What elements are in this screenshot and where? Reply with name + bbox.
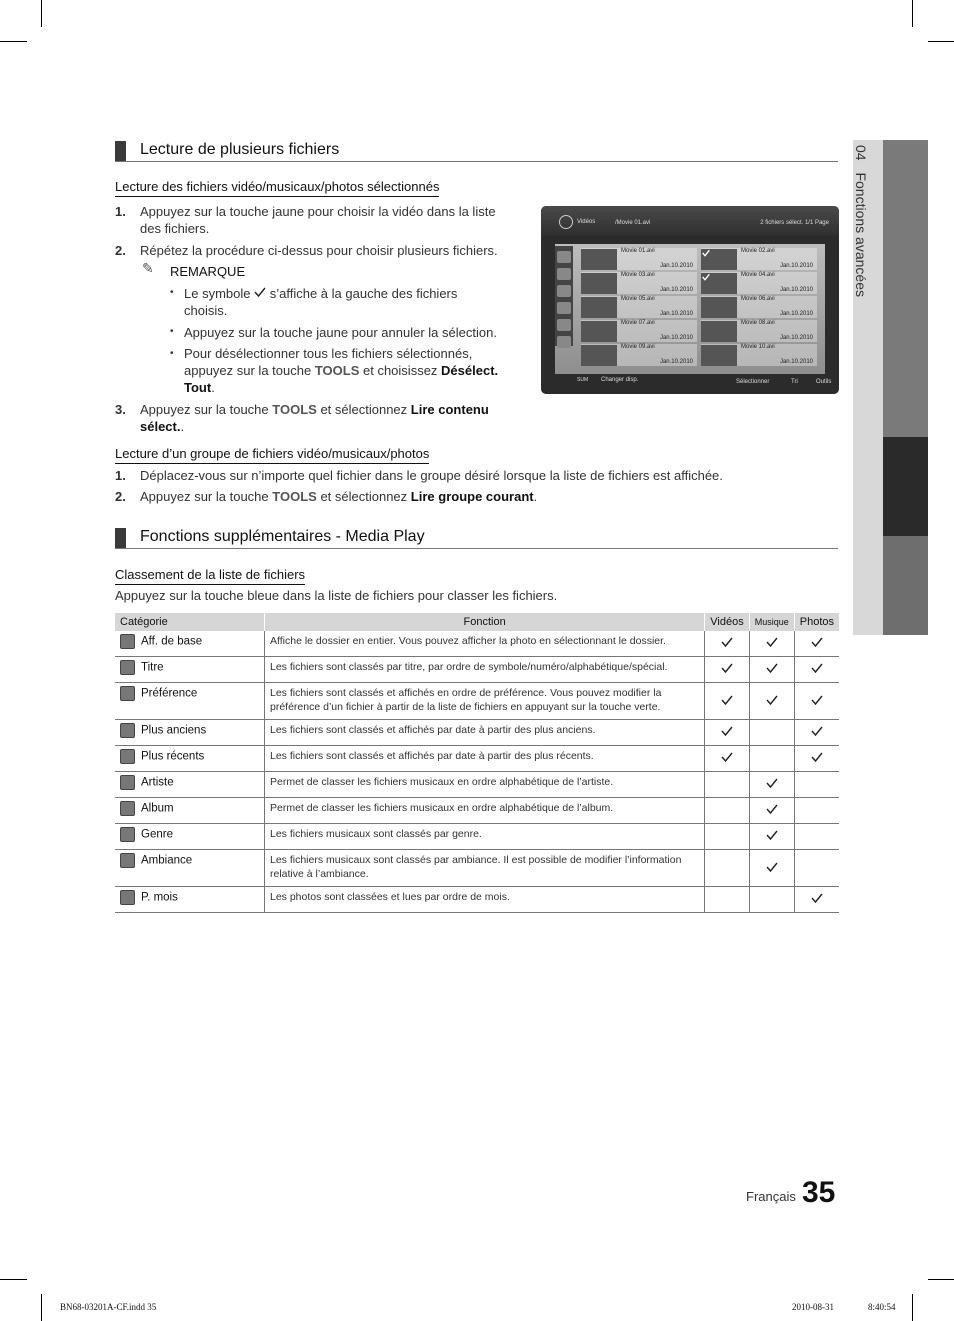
step-text: Appuyez sur la touche jaune pour choisir la vidéo dans la liste des fichiers. — [140, 204, 496, 236]
tv-file-item — [701, 248, 817, 270]
video-thumbnail — [581, 273, 617, 294]
video-thumbnail — [701, 345, 737, 366]
folder-icon — [120, 634, 135, 649]
function-text: Permet de classer les fichiers musicaux en ordre alphabétique de l’album. — [265, 798, 705, 824]
music-cell — [749, 798, 794, 824]
footer-time: 8:40:54 — [868, 1302, 896, 1312]
tv-file-date: Jan.10.2010 — [659, 263, 693, 269]
music-cell — [749, 657, 794, 683]
checkmark-icon — [811, 725, 823, 737]
music-cell — [749, 683, 794, 720]
checkmark-icon — [766, 829, 778, 841]
photos-cell — [794, 720, 839, 746]
tv-file-item — [581, 296, 697, 318]
table-row — [115, 746, 839, 772]
photos-cell — [794, 824, 839, 850]
bullet-text-part: . — [211, 380, 215, 395]
photos-cell — [794, 657, 839, 683]
photos-cell — [794, 631, 839, 657]
photos-cell — [794, 850, 839, 887]
tv-file-name: Movie 02.avi — [741, 248, 775, 254]
header-function: Fonction — [265, 613, 705, 631]
tv-file-date: Jan.10.2010 — [779, 263, 813, 269]
music-cell — [749, 746, 794, 772]
photos-cell — [794, 887, 839, 913]
music-cell — [749, 887, 794, 913]
checkmark-icon — [811, 892, 823, 904]
tv-file-item — [701, 296, 817, 318]
tv-header-title: Vidéos — [577, 219, 596, 225]
tv-file-item — [581, 272, 697, 294]
checkmark-icon — [766, 636, 778, 648]
videos-cell — [705, 720, 749, 746]
photos-cell — [794, 772, 839, 798]
video-thumbnail — [701, 297, 737, 318]
tv-footer-sum: SUM — [577, 377, 589, 383]
category-label: Genre — [141, 828, 173, 841]
tv-file-name: Movie 05.avi — [621, 296, 655, 302]
checkmark-icon — [721, 751, 733, 763]
crop-mark — [912, 1294, 913, 1321]
subheading-selected: Lecture des fichiers vidéo/musicaux/photos sélectionnés — [115, 179, 439, 197]
section-bar — [115, 528, 126, 548]
chapter-title: Fonctions avancées — [853, 172, 869, 297]
function-text: Les fichiers sont classés par titre, par ordre de symbole/numéro/alphabétique/spécial. — [265, 657, 705, 683]
chapter-tab-block — [883, 140, 928, 437]
calendar-new-icon — [120, 749, 135, 764]
tv-file-date: Jan.10.2010 — [659, 359, 693, 365]
step-number: 2. — [115, 489, 126, 504]
tv-file-date: Jan.10.2010 — [779, 335, 813, 341]
music-cell — [749, 772, 794, 798]
pencil-note-icon: ✎ — [142, 260, 154, 276]
section-title-multiple — [115, 141, 838, 162]
menu-option: Désélect. Tout — [184, 363, 499, 395]
intro-text: Appuyez sur la touche bleue dans la liste de fichiers pour classer les fichiers. — [115, 588, 558, 603]
header-videos: Vidéos — [705, 613, 749, 631]
genre-icon — [120, 827, 135, 842]
category-label: Aff. de base — [141, 635, 203, 648]
tv-checkmark-icon — [701, 249, 711, 257]
step-text-part: et sélectionnez — [320, 402, 408, 417]
category-label: Préférence — [141, 687, 198, 700]
videos-cell — [705, 798, 749, 824]
checkmark-icon — [721, 725, 733, 737]
checkmark-icon — [811, 694, 823, 706]
star-icon — [120, 686, 135, 701]
note-label: REMARQUE — [170, 264, 246, 279]
checkmark-icon — [721, 694, 733, 706]
footer-date: 2010-08-31 — [792, 1302, 834, 1312]
video-thumbnail — [701, 321, 737, 342]
sort-table — [115, 613, 839, 913]
checkmark-icon — [766, 777, 778, 789]
menu-option: Lire groupe courant — [410, 489, 534, 504]
bullet-text — [184, 285, 504, 319]
checkmark-icon — [766, 694, 778, 706]
step-text — [140, 488, 740, 505]
table-row — [115, 850, 839, 887]
category-label: Plus récents — [141, 750, 205, 763]
bullet: • — [170, 326, 174, 337]
function-text: Affiche le dossier en entier. Vous pouvez afficher la photo en sélectionnant le dossier. — [265, 631, 705, 657]
checkmark-icon — [811, 662, 823, 674]
crop-mark — [0, 1279, 27, 1280]
videos-cell — [705, 772, 749, 798]
category-label: Album — [141, 802, 174, 815]
table-row — [115, 887, 839, 913]
table-row — [115, 798, 839, 824]
function-text: Les fichiers sont classés et affichés par date à partir des plus anciens. — [265, 720, 705, 746]
step-number: 2. — [115, 243, 126, 258]
category-label: Titre — [141, 661, 164, 674]
film-icon — [559, 215, 573, 229]
tv-file-name: Movie 04.avi — [741, 272, 775, 278]
tools-key: TOOLS — [272, 489, 317, 504]
table-row — [115, 631, 839, 657]
footer-language: Français — [746, 1189, 796, 1204]
step-number: 3. — [115, 402, 126, 417]
tv-file-name: Movie 03.avi — [621, 272, 655, 278]
calendar-old-icon — [120, 723, 135, 738]
header-category: Catégorie — [115, 613, 265, 631]
videos-cell — [705, 887, 749, 913]
tv-footer-tools: Outils — [816, 379, 832, 385]
footer-file: BN68-03201A-CF.indd 35 — [60, 1302, 157, 1312]
menu-option: Lire contenu sélect. — [140, 402, 489, 434]
category-label: P. mois — [141, 891, 178, 904]
function-text: Permet de classer les fichiers musicaux en ordre alphabétique de l’artiste. — [265, 772, 705, 798]
subheading-group: Lecture d’un groupe de fichiers vidéo/musicaux/photos — [115, 446, 429, 464]
tv-file-date: Jan.10.2010 — [659, 335, 693, 341]
checkmark-icon — [254, 286, 266, 298]
crop-mark — [928, 41, 954, 42]
chapter-tab-block — [883, 536, 928, 635]
artist-icon — [120, 775, 135, 790]
checkmark-icon — [721, 662, 733, 674]
header-music: Musique — [749, 613, 794, 631]
videos-cell — [705, 824, 749, 850]
tools-key: TOOLS — [272, 402, 317, 417]
bullet-text-part: et choisissez — [363, 363, 438, 378]
music-cell — [749, 631, 794, 657]
chapter-label — [853, 145, 869, 297]
bullet-text — [184, 345, 509, 396]
music-cell — [749, 824, 794, 850]
tv-file-name: Movie 01.avi — [621, 248, 655, 254]
video-thumbnail — [581, 321, 617, 342]
videos-cell — [705, 850, 749, 887]
checkmark-icon — [766, 662, 778, 674]
step-text-part: Appuyez sur la touche — [140, 489, 269, 504]
chapter-tab-active — [883, 437, 928, 536]
bullet-text-part: Pour désélectionner tous les fichiers sélectionnés, appuyez sur la touche — [184, 346, 473, 378]
tv-file-item — [581, 320, 697, 342]
video-thumbnail — [581, 249, 617, 270]
function-text: Les photos sont classées et lues par ordre de mois. — [265, 887, 705, 913]
tv-file-item — [701, 320, 817, 342]
table-row — [115, 720, 839, 746]
section-bar — [115, 141, 126, 161]
bullet-text-part: s’affiche à la gauche des fichiers choisis. — [184, 286, 458, 318]
section-title-text: Lecture de plusieurs fichiers — [140, 141, 340, 158]
tv-checkmark-icon — [701, 273, 711, 281]
function-text: Les fichiers sont classés et affichés par date à partir des plus récents. — [265, 746, 705, 772]
crop-mark — [912, 0, 913, 27]
crop-mark — [41, 1294, 42, 1321]
chapter-number: 04 — [853, 145, 869, 161]
photos-cell — [794, 746, 839, 772]
step-text-part: et sélectionnez — [320, 489, 408, 504]
bullet-text-part: Le symbole — [184, 286, 251, 301]
bullet: • — [170, 287, 174, 298]
tv-footer-d: Tri — [791, 379, 798, 385]
tv-file-item — [581, 248, 697, 270]
table-header-row — [115, 613, 839, 631]
bullet: • — [170, 348, 174, 359]
tools-key: TOOLS — [314, 363, 360, 378]
category-label: Artiste — [141, 776, 174, 789]
function-text: Les fichiers sont classés et affichés en ordre de préférence. Vous pouvez modifier la préférence d’un fichier à partir de la liste de fichiers en appuyant sur la touche verte. — [265, 683, 705, 720]
step-text: Répétez la procédure ci-dessus pour choisir plusieurs fichiers. — [140, 243, 498, 258]
table-row — [115, 657, 839, 683]
tv-file-name: Movie 06.avi — [741, 296, 775, 302]
step-text-part: Appuyez sur la touche — [140, 402, 269, 417]
video-thumbnail — [581, 345, 617, 366]
tv-file-date: Jan.10.2010 — [779, 287, 813, 293]
table-row — [115, 824, 839, 850]
photos-cell — [794, 683, 839, 720]
step-text: Déplacez-vous sur n’importe quel fichier dans le groupe désiré lorsque la liste de fichiers est affichée. — [140, 468, 723, 483]
mood-icon — [120, 853, 135, 868]
tv-screenshot — [541, 206, 839, 394]
function-text: Les fichiers musicaux sont classés par genre. — [265, 824, 705, 850]
crop-mark — [928, 1279, 954, 1280]
subheading-sort: Classement de la liste de fichiers — [115, 567, 305, 585]
crop-mark — [0, 41, 27, 42]
step-text-part: . — [533, 489, 538, 504]
videos-cell — [705, 746, 749, 772]
title-sort-icon — [120, 660, 135, 675]
tv-header-status: 2 fichiers sélect. 1/1 Page — [760, 220, 829, 226]
month-icon — [120, 890, 135, 905]
tv-file-item — [581, 344, 697, 366]
page-number: 35 — [802, 1176, 836, 1209]
step-number: 1. — [115, 204, 126, 219]
section-title-text: Fonctions supplémentaires - Media Play — [140, 528, 425, 545]
bullet-text: Appuyez sur la touche jaune pour annuler la sélection. — [184, 325, 497, 340]
tv-sort-sidebar — [555, 246, 573, 346]
header-photos: Photos — [794, 613, 839, 631]
tv-file-name: Movie 07.avi — [621, 320, 655, 326]
tv-file-name: Movie 08.avi — [741, 320, 775, 326]
tv-file-date: Jan.10.2010 — [659, 311, 693, 317]
step-text-part: . — [180, 419, 185, 434]
album-icon — [120, 801, 135, 816]
videos-cell — [705, 657, 749, 683]
tv-file-item — [701, 272, 817, 294]
category-label: Ambiance — [141, 854, 193, 867]
checkmark-icon — [811, 751, 823, 763]
category-label: Plus anciens — [141, 724, 207, 737]
photos-cell — [794, 798, 839, 824]
tv-file-date: Jan.10.2010 — [659, 287, 693, 293]
checkmark-icon — [766, 861, 778, 873]
section-title-media-play — [115, 528, 838, 549]
step-number: 1. — [115, 468, 126, 483]
step-text — [140, 401, 500, 435]
checkmark-icon — [721, 636, 733, 648]
function-text: Les fichiers musicaux sont classés par ambiance. Il est possible de modifier l’information relative à l’ambiance. — [265, 850, 705, 887]
tv-file-date: Jan.10.2010 — [779, 359, 813, 365]
videos-cell — [705, 631, 749, 657]
checkmark-icon — [811, 636, 823, 648]
crop-mark — [41, 0, 42, 27]
tv-file-date: Jan.10.2010 — [779, 311, 813, 317]
videos-cell — [705, 683, 749, 720]
checkmark-icon — [766, 803, 778, 815]
tv-file-name: Movie 10.avi — [741, 344, 775, 350]
tv-file-item — [701, 344, 817, 366]
tv-header-path: /Movie 01.avi — [615, 220, 651, 226]
music-cell — [749, 720, 794, 746]
tv-footer-c: Sélectionner — [736, 379, 770, 385]
table-row — [115, 683, 839, 720]
tv-file-name: Movie 09.avi — [621, 344, 655, 350]
tv-footer-a: Changer disp. — [601, 377, 639, 383]
music-cell — [749, 850, 794, 887]
table-row — [115, 772, 839, 798]
video-thumbnail — [581, 297, 617, 318]
